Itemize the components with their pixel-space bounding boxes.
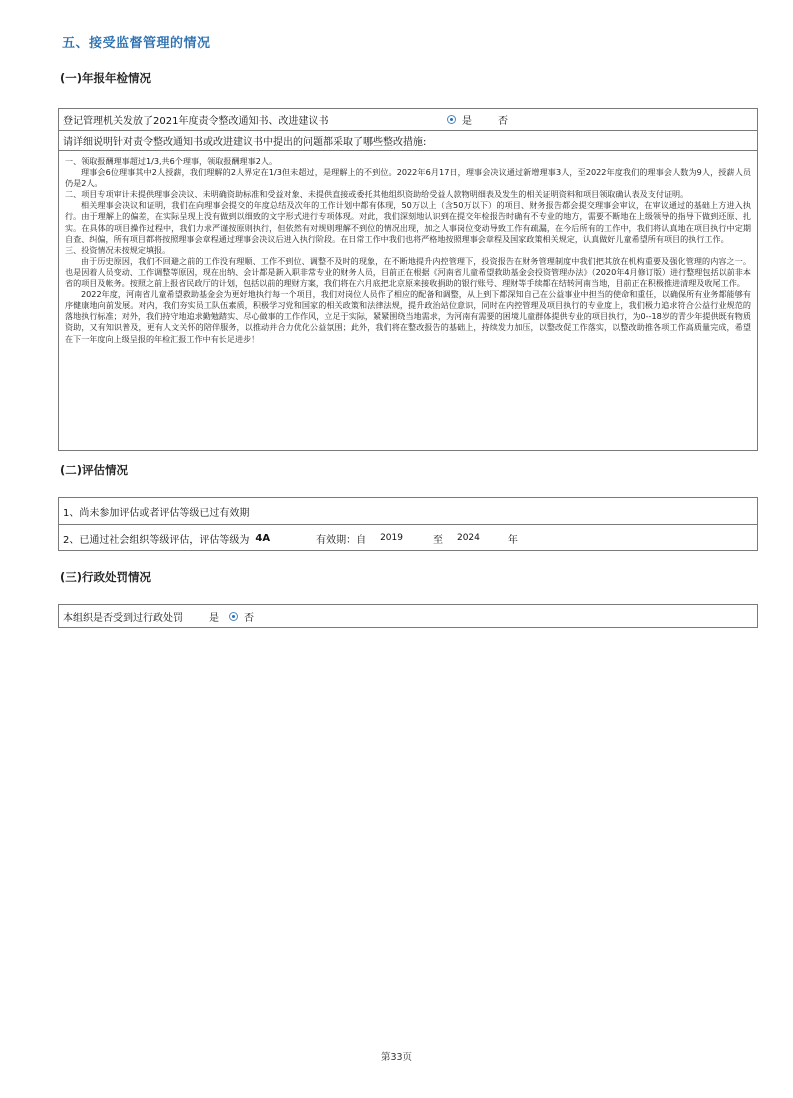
penalty-no-option[interactable]: [229, 609, 254, 624]
measure-paragraph: 相关理事会决议和证明，我们在向理事会提交的年度总结及次年的工作计划中都有体现，50万以上（含50万以下）的项目、财务报告都会提交理事会审议，在审议通过的基础上方进入执行。由于理解上的偏差，在实际呈现上没有做到以细致的文字形式进行专项体现。对此，我们深刻地认识到在提交年检报告时确有不专业的地方，需要不断地在上级领导的指导下做到还原、扎实。在具体的项目操作过程中，我们力求严谨按原则执行，但依然有对规则理解不到位的情况出现，加之人事岗位变动导致工作有疏漏，在今后所有的工作中，我们将认真地在项目执行中定期自查、纠偏，所有项目都将按照理事会章程通过理事会决议后进入执行阶段。在日常工作中我们也将严格地按照理事会章程及国家政策相关规定，认真做好儿童希望所有项目的执行工作。: [65, 200, 751, 244]
radio-selected-icon: [229, 612, 238, 621]
penalty-yes-option[interactable]: [209, 609, 219, 624]
penalty-heading: (三)行政处罚情况: [60, 570, 152, 584]
rectification-notice-row: [59, 109, 757, 131]
measures-label: 请详细说明针对责令整改通知书或改进建议书中提出的问题都采取了哪些整改措施:: [63, 137, 427, 148]
evaluation-row-unrated: [59, 498, 757, 525]
annual-inspection-box: [58, 108, 758, 451]
radio-selected-icon: [447, 115, 456, 124]
validity-label: 有效期：自: [316, 534, 367, 546]
no-label: 否: [498, 116, 508, 127]
penalty-box: [58, 604, 758, 628]
evaluation-row-rated: [59, 525, 757, 551]
rectification-question: 登记管理机关发放了2021年度责令整改通知书、改进建议书: [63, 116, 329, 127]
measure-paragraph: 2022年度，河南省儿童希望救助基金会为更好地执行每一个项目，我们对岗位人员作了相应的配备和调整，从上到下都深知自己在公益事业中担当的使命和重任，以确保所有业务都能够有序健康地向前发展。对内，我们夯实员工队伍素质，积极学习党和国家的相关政策和法律法规，提升政治站位意识，同时在内控管理及项目执行的专业度上，我们极力追求符合公益行业规范的落地执行标准；对外，我们持守地追求勤勉踏实、尽心做事的工作作风，立足于实际，紧紧围绕当地需求，为河南有需要的困境儿童群体提供专业的项目执行，为0--18岁的青少年提供既有物质资助，又有知识普及，更有人文关怀的陪伴服务，以推动并合力优化公益氛围；此外，我们将在整改报告的基础上，持续发力加压，以整改促工作落实，以整改助推各项工作高质量完成，希望在下一年度向上级呈报的年检汇报工作中有长足进步！: [65, 289, 751, 344]
measure-paragraph: 由于历史原因，我们不回避之前的工作没有理顺、工作不到位、调整不及时的现象，在不断地提升内控管理下，投资报告在财务管理制度中我们把其放在机构重要及强化管理的内容之一。也是因着人员变动、工作调整等原因，现在出纳、会计都是新入职非常专业的财务人员，目前正在根据《河南省儿童希望救助基金会投资管理办法》（2020年4月修订版）进行整理包括以前非本省的项目及帐务。按照之前上报省民政厅的计划，包括以前的理财方案，我们将在六月底把北京原来接收捐助的银行账号、理财等手续都在结转河南当地，目前正在积极推进清理及收尾工作。: [65, 255, 751, 289]
evaluation-unrated-text: 1、尚未参加评估或者评估等级已过有效期: [63, 507, 250, 519]
evaluation-box: [58, 497, 758, 551]
page-number: 第33页: [380, 1052, 413, 1063]
evaluation-heading: (二)评估情况: [60, 463, 129, 477]
measure-paragraph: 理事会6位理事其中2人授薪，我们理解的2人界定在1/3但未超过，是理解上的不到位。2022年6月17日，理事会决议通过新增理事3人，至2022年度我们的理事会人数为9人，授薪人员仍是2人。: [65, 167, 751, 189]
evaluation-grade: 4A: [255, 532, 271, 544]
evaluation-rated-label: 2、已通过社会组织等级评估，评估等级为: [63, 534, 250, 546]
annual-inspection-heading: (一)年报年检情况: [60, 71, 152, 85]
yes-label: 是: [209, 612, 219, 624]
section-title: 五、接受监督管理的情况: [62, 36, 211, 51]
validity-to-year: 2024: [456, 533, 480, 543]
penalty-question: 本组织是否受到过行政处罚: [63, 612, 183, 624]
measure-paragraph: 二、项目专项审计未提供理事会决议、未明确资助标准和受益对象、未提供直接或委托其他组织资助给受益人款物明细表及发生的相关证明资料和项目领取确认表及支付证明。: [65, 189, 689, 200]
yes-label: 是: [462, 116, 472, 127]
validity-to-label: 至: [432, 534, 443, 546]
year-suffix: 年: [507, 534, 518, 546]
penalty-row: [59, 605, 757, 627]
measure-paragraph: 三、投资情况未按规定填报。: [65, 244, 171, 255]
validity-from-year: 2019: [380, 533, 403, 543]
rectification-no-option[interactable]: [498, 112, 508, 127]
no-label: 否: [244, 612, 254, 624]
measure-paragraph: 一、领取报酬理事超过1/3,共6个理事，领取报酬理事2人。: [65, 156, 278, 166]
measures-label-row: [59, 131, 757, 151]
measures-content: [59, 151, 757, 349]
rectification-yes-option[interactable]: [447, 112, 472, 127]
